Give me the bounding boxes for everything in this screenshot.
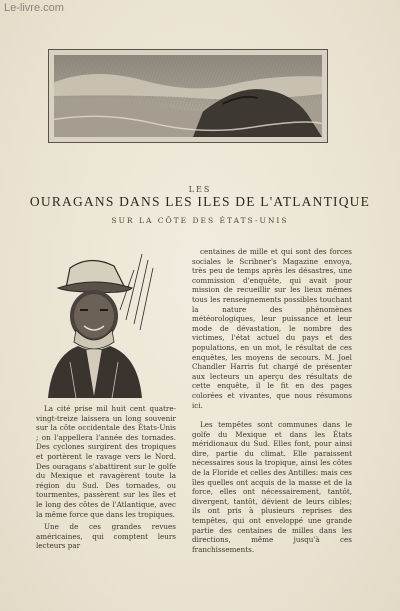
left-text-column bbox=[36, 404, 176, 551]
right-text-column bbox=[192, 247, 352, 554]
sailor-portrait bbox=[30, 250, 158, 398]
paragraph: centaines de mille et qui sont des forces sociales le Scribner's Magazine envoya, très peu de temps après les désastres, une commission d'enquête, qui avait pour mission de recueillir sur les lieux mêmes tous les renseignements possibles touchant la nature des phénomènes météorologiques, leur puissance et leur mode de dévastation, le nombre des victimes, l'état actuel du pays et des populations, en un mot, le résultat de ces enquêtes, les moyens de secours. M. Joel Chandler Harris fut chargé de présenter aux lecteurs un aperçu des résultats de cette enquête, il le fit en des pages colorées et vivantes, que nous résumons ici. bbox=[192, 247, 352, 410]
title-kicker: LES bbox=[188, 185, 212, 194]
paragraph: La cité prise mil huit cent quatre-vingt-treize laissera un long souvenir sur la côte occidentale des États-Unis ; on l'appellera l'année des tornades. Des cyclones surgirent des tropiques et portèrent le ravage vers le Nord. Des ouragans s'abattirent sur le golfe du Mexique et ravagèrent toute la région du Sud. Des tornades, ou tourmentes, passèrent sur les îles et le long des côtes de l'Atlantique, avec la même force que dans les tropiques. bbox=[36, 404, 176, 519]
article-subtitle: SUR LA CÔTE DES ÉTATS-UNIS bbox=[111, 216, 289, 225]
header-engraving bbox=[48, 49, 328, 143]
paragraph: Une de ces grandes revues américaines, qui comptent leurs lecteurs par bbox=[36, 522, 176, 551]
paragraph: Les tempêtes sont communes dans le golfe du Mexique et dans les États méridionaux du Sud. Elles font, pour ainsi dire, partie du climat. Elle paraissent nécessaires sous la tropique, ainsi les côtes de la Floride et celles des Antilles: mais ces îles quelles ont acquis de la masse et de la force, elles ont nécessairement, tantôt, divergent, tantôt, dévient de leurs cibles; ils ont pris à plusieurs reprises des tempêtes, qui ont enveloppé une grande partie des centaines de milles dans les directions, même jusqu'à ces franchissements. bbox=[192, 420, 352, 554]
article-title: OURAGANS DANS LES ILES DE L'ATLANTIQUE bbox=[29, 194, 371, 209]
storm-sea-engraving-image bbox=[54, 55, 322, 137]
site-watermark: Le-livre.com bbox=[4, 2, 64, 14]
sailor-portrait-engraving-image bbox=[30, 250, 158, 398]
